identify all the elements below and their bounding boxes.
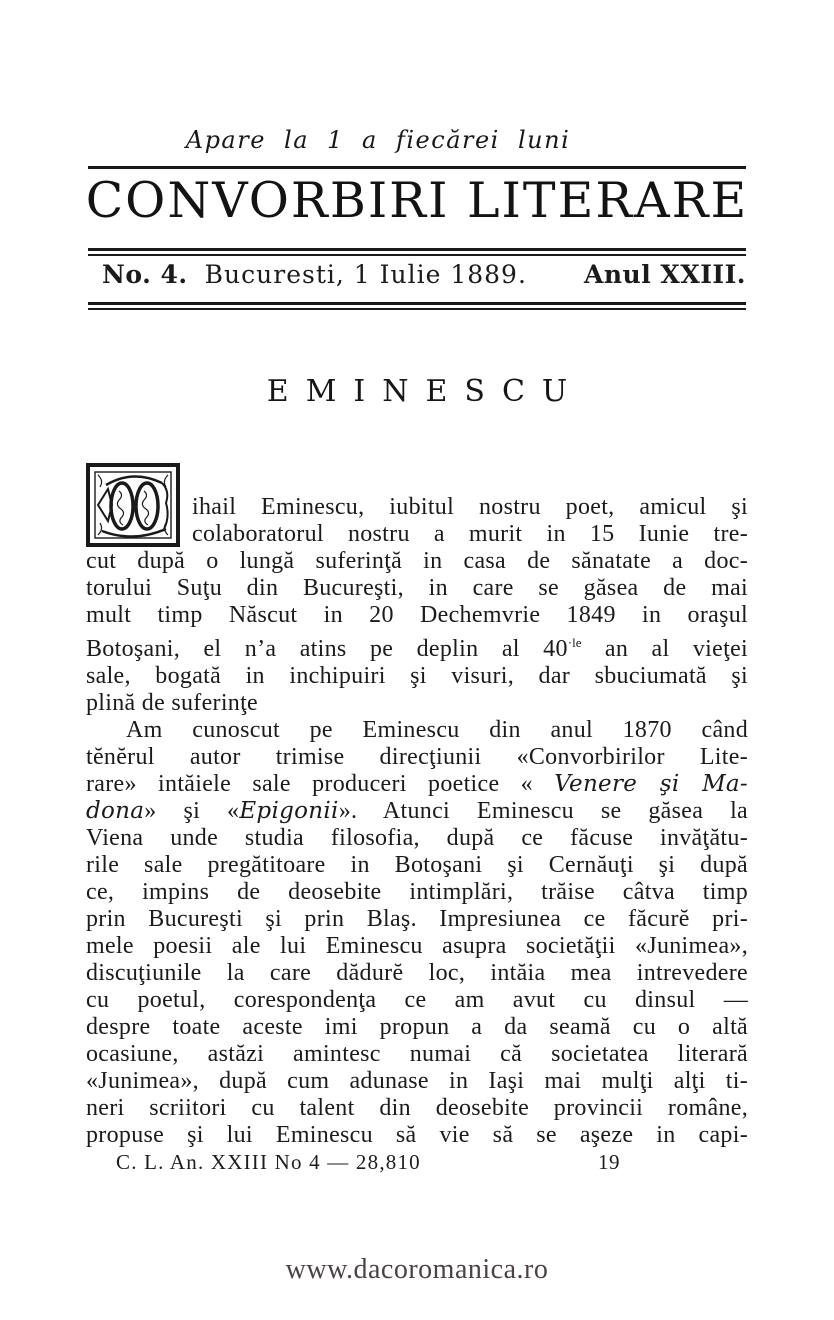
text-line xyxy=(86,798,748,825)
issue-info-row xyxy=(88,260,746,289)
page-number: 19 xyxy=(598,1150,620,1174)
masthead-rule-top xyxy=(88,166,746,169)
text-line: despre toate aceste imi propun a da seamă cu o altă xyxy=(86,1014,748,1040)
issue-place-date: Bucuresti, 1 Iulie 1889. xyxy=(204,260,527,289)
text-line: ihail Eminescu, iubitul nostru poet, amicul şi xyxy=(192,494,748,520)
issue-number: No. 4. xyxy=(102,260,188,289)
italic-title-segment: dona xyxy=(86,798,145,824)
text-line: rile sale pregătitoare in Botoşani şi Cernăuţi şi după xyxy=(86,852,748,878)
article-paragraph-2 xyxy=(86,717,748,1149)
text-segment: ». Atunci Eminescu se găsea la xyxy=(338,798,748,824)
text-line xyxy=(86,629,748,663)
text-line xyxy=(86,771,748,798)
masthead-rule-lower-double xyxy=(88,302,746,310)
article-title: EMINESCU xyxy=(266,374,585,409)
text-line: colaboratorul nostru a murit in 15 Iunie tre- xyxy=(192,521,748,547)
italic-title-segment: Venere şi Ma- xyxy=(554,771,749,797)
page-footer xyxy=(86,1150,748,1175)
text-line: torului Suţu din Bucureşti, in care se găsea de mai xyxy=(86,575,748,601)
footer-signature: C. L. An. XXIII No 4 — 28,810 xyxy=(116,1150,421,1174)
text-line: sale, bogată in inchipuiri şi visuri, dar sbuciumată şi xyxy=(86,663,748,689)
text-line: neri scriitori cu talent din deosebite provincii române, xyxy=(86,1095,748,1121)
masthead-title: CONVORBIRI LITERARE xyxy=(85,172,749,229)
italic-title-segment: Epigonii xyxy=(239,798,339,824)
text-segment: an al vieţei xyxy=(581,636,748,662)
text-line: «Junimea», după cum adunase in Iaşi mai mulţi alţi ti- xyxy=(86,1068,748,1094)
text-line: cut după o lungă suferinţă in casa de sănatate a doc- xyxy=(86,548,748,574)
text-line: ce, impins de deosebite intimplări, trăise câtva timp xyxy=(86,879,748,905)
masthead-rule-upper-double xyxy=(88,248,746,256)
text-line: mele poesii ale lui Eminescu asupra societăţii «Junimea», xyxy=(86,933,748,959)
text-line: prin Bucureşti şi prin Blaş. Impresiunea ce făcurĕ pri- xyxy=(86,906,748,932)
article-paragraph-1 xyxy=(86,494,748,717)
masthead-tagline: Apare la 1 a fiecărei luni xyxy=(185,126,571,154)
issue-year: Anul XXIII. xyxy=(583,260,746,289)
drop-cap-ornament-icon xyxy=(86,463,180,547)
text-segment: Botoşani, el n’a atins pe deplin al 40 xyxy=(86,636,568,662)
text-line: mult timp Născut in 20 Dechemvrie 1849 in oraşul xyxy=(86,602,748,628)
text-line: propuse şi lui Eminescu să vie să se aşeze in capi- xyxy=(86,1122,748,1148)
superscript-ordinal: ·le xyxy=(567,635,582,650)
text-line: Am cunoscut pe Eminescu din anul 1870 când xyxy=(126,717,748,743)
text-line: Viena unde studia filosofia, după ce făcuse invăţătu- xyxy=(86,825,748,851)
text-line: ocasiune, astăzi amintesc numai că societatea literară xyxy=(86,1041,748,1067)
text-line: plină de suferinţe xyxy=(86,690,259,716)
text-segment: » şi « xyxy=(144,798,240,824)
text-segment: rare» intăiele sale produceri poetice « xyxy=(86,771,555,797)
watermark-url: www.dacoromanica.ro xyxy=(285,1254,549,1285)
text-line: discuţiunile la care dădurĕ loc, intăia mea intrevedere xyxy=(86,960,748,986)
text-line: tĕnĕrul autor trimise direcţiunii «Convorbirilor Lite- xyxy=(86,744,748,770)
article-body xyxy=(86,494,748,1149)
text-line: cu poetul, corespondenţa ce am avut cu dinsul — xyxy=(86,987,748,1013)
